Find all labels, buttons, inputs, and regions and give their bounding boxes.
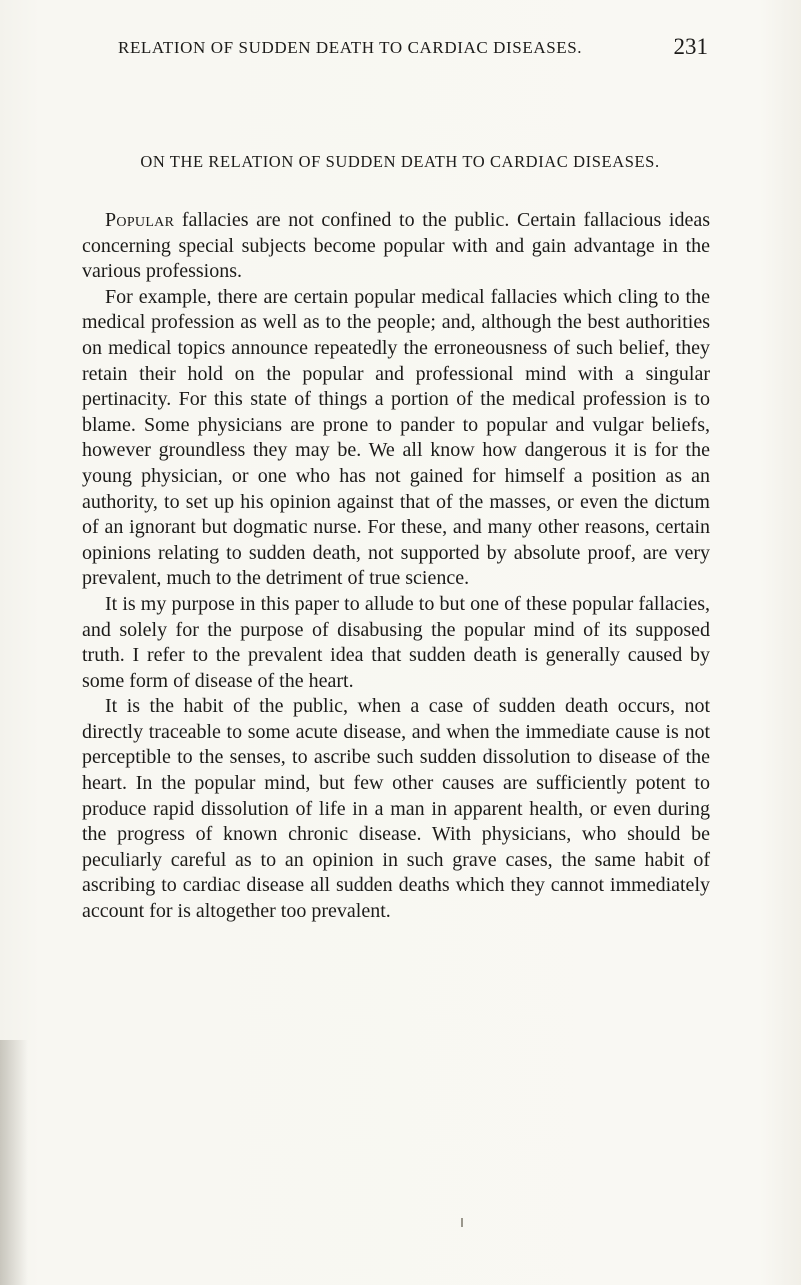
paragraph-text: It is the habit of the public, when a case of sudden death occurs, not directly traceable to some acute disease, and when the immediate cause is not perceptible to the senses, to ascribe such sudden dissolution to disease of the heart. In the popular mind, but few other causes are sufficiently potent to produce rapid dissolution of life in a man in apparent health, or even during the progress of known chronic disease. With physicians, who should be peculiarly careful as to an opinion in such grave cases, the same habit of ascribing to cardiac disease all sudden deaths which they cannot immediately account for is altogether too prevalent. <box>82 695 710 923</box>
article-title: ON THE RELATION OF SUDDEN DEATH TO CARDIAC DISEASES. <box>140 152 660 171</box>
page-edge-shadow <box>0 1040 28 1285</box>
paragraph-text: For example, there are certain popular medical fallacies which cling to the medical profession as well as to the people; and, although the best authorities on medical topics announce repeatedly the erroneousness of such belief, they retain their hold on the popular and professional mind with a singular pertinacity. For this state of things a portion of the medical profession is to blame. Some physicians are prone to pander to popular and vulgar beliefs, however groundless they may be. We all know how dangerous it is for the young physician, or one who has not gained for himself a position as an authority, to set up his opinion against that of the masses, or even the dictum of an ignorant but dogmatic nurse. For these, and many other reasons, certain opinions relating to sudden death, not supported by absolute proof, are very prevalent, much to the detriment of true science. <box>82 285 710 590</box>
paragraph <box>82 592 710 694</box>
paragraph <box>82 694 710 924</box>
paragraph-text: It is my purpose in this paper to allude to but one of these popular fallacies, and solely for the purpose of disabusing the popular mind of its supposed truth. I refer to the prevalent idea that sudden death is generally caused by some form of disease of the heart. <box>82 592 710 692</box>
paragraph-lead-word: Popular <box>105 209 175 231</box>
running-head-title: RELATION OF SUDDEN DEATH TO CARDIAC DISEASES. <box>118 38 583 57</box>
page-number: 231 <box>673 34 708 59</box>
print-speck <box>461 1218 463 1227</box>
paragraph-text: fallacies are not confined to the public. Certain fallacious ideas concerning special subjects become popular with and gain advantage in the various professions. <box>82 209 710 283</box>
paragraph <box>82 208 710 285</box>
paragraph <box>82 285 710 592</box>
article-body <box>82 208 710 925</box>
running-head <box>118 34 708 64</box>
